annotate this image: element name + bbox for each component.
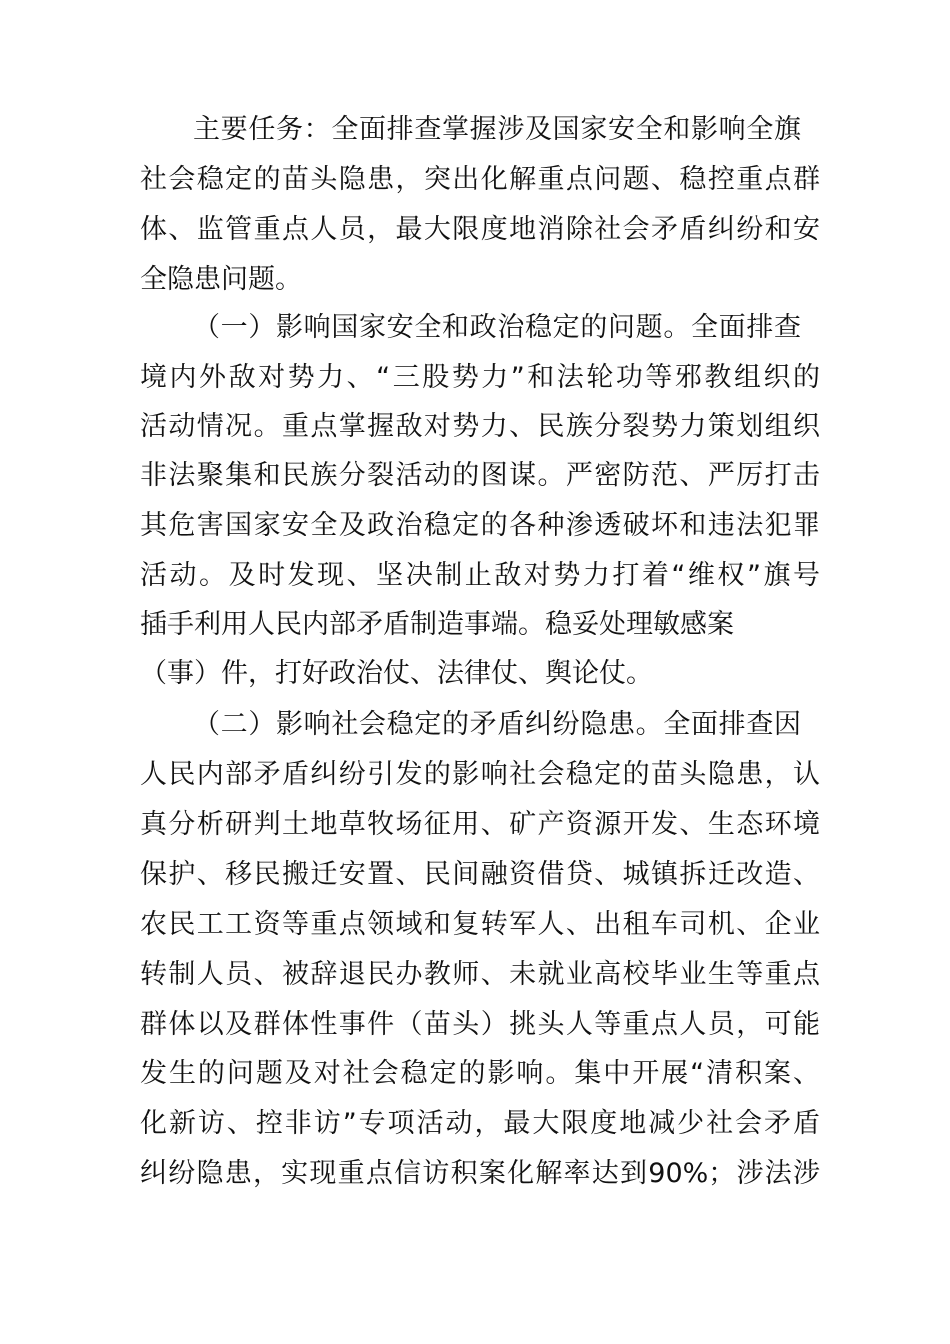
text-line: （事）件，打好政治仗、法律仗、舆论仗。 [140, 658, 653, 689]
text-line: 社会稳定的苗头隐患，突出化解重点问题、稳控重点群 [140, 164, 820, 195]
text-line: （二）影响社会稳定的矛盾纠纷隐患。全面排查因 [193, 709, 801, 740]
text-line: 群体以及群体性事件（苗头）挑头人等重点人员，可能 [140, 1009, 820, 1040]
text-line: 保护、移民搬迁安置、民间融资借贷、城镇拆迁改造、 [140, 859, 820, 890]
text-line: 非法聚集和民族分裂活动的图谋。严密防范、严厉打击 [140, 460, 820, 491]
text-line: 境内外敌对势力、“三股势力”和法轮功等邪教组织的 [140, 362, 820, 393]
text-line: 全隐患问题。 [140, 264, 302, 295]
text-line: 活动。及时发现、坚决制止敌对势力打着“维权”旗号 [140, 560, 820, 591]
text-line: 发生的问题及对社会稳定的影响。集中开展“清积案、 [140, 1058, 820, 1089]
text-line: 人民内部矛盾纠纷引发的影响社会稳定的苗头隐患，认 [140, 759, 820, 790]
text-line: 真分析研判土地草牧场征用、矿产资源开发、生态环境 [140, 809, 820, 840]
text-line: 主要任务：全面排查掌握涉及国家安全和影响全旗 [193, 114, 801, 145]
text-line: 活动情况。重点掌握敌对势力、民族分裂势力策划组织 [140, 411, 820, 442]
text-line: 其危害国家安全及政治稳定的各种渗透破坏和违法犯罪 [140, 510, 820, 541]
text-line: 转制人员、被辞退民办教师、未就业高校毕业生等重点 [140, 959, 820, 990]
text-line: 纠纷隐患，实现重点信访积案化解率达到90%；涉法涉 [140, 1158, 820, 1189]
text-line: 体、监管重点人员，最大限度地消除社会矛盾纠纷和安 [140, 214, 820, 245]
text-line: 化新访、控非访”专项活动，最大限度地减少社会矛盾 [140, 1108, 820, 1139]
text-line: 农民工工资等重点领域和复转军人、出租车司机、企业 [140, 909, 820, 940]
text-line: 插手利用人民内部矛盾制造事端。稳妥处理敏感案 [140, 609, 734, 640]
text-line: （一）影响国家安全和政治稳定的问题。全面排查 [193, 312, 801, 343]
